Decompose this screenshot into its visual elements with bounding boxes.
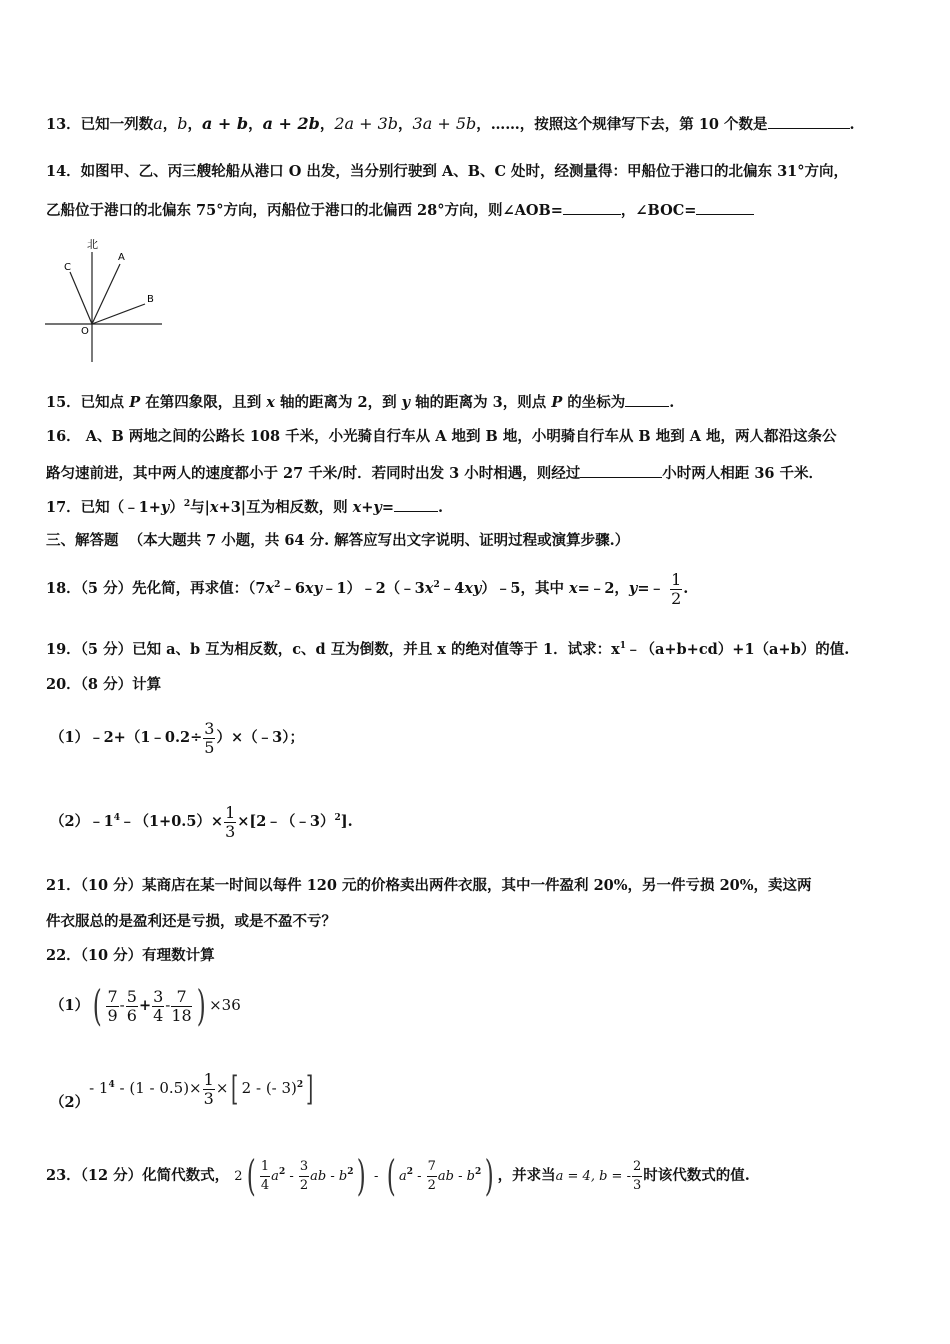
q17-text: = <box>381 499 395 516</box>
q13-prefix: 13．已知一列数 <box>46 116 154 133</box>
question-22-part1 <box>50 982 241 1029</box>
q20-text: （1）﹣2+（1﹣0.2÷ <box>50 729 203 746</box>
left-bracket: [ <box>231 1069 239 1109</box>
q15-end: . <box>669 394 675 411</box>
formula-text: - <box>412 1169 426 1184</box>
q15-text: 的坐标为 <box>562 394 626 411</box>
section-3-heading <box>46 531 629 551</box>
right-paren: ) <box>357 1151 367 1200</box>
formula-text: ab - b <box>310 1169 348 1184</box>
question-15 <box>46 392 674 413</box>
denominator: 3 <box>203 1088 214 1108</box>
formula-text: - 1 <box>89 1079 109 1097</box>
q13-term: 3a + 5b <box>412 114 477 133</box>
right-paren: ) <box>484 1151 494 1200</box>
denominator: 2 <box>671 588 682 608</box>
q20-text: ×[2﹣（﹣3） <box>237 813 335 830</box>
formula-text: ab - b <box>437 1169 475 1184</box>
q23-text: 时该代数式的值. <box>643 1167 750 1184</box>
right-paren: ) <box>196 981 206 1030</box>
formula-text: a <box>398 1169 407 1184</box>
ray-oc <box>70 272 92 324</box>
q20-text: ]. <box>340 813 353 830</box>
q15-text: 在第四象限，且到 <box>140 394 267 411</box>
q17-var: y <box>160 499 170 516</box>
q17-text: 与| <box>190 499 210 516</box>
q16-line2b: 小时两人相距 36 千米． <box>662 465 824 482</box>
formula-text: × <box>215 1079 229 1097</box>
q13-term: a + b <box>201 114 249 133</box>
numerator: 3 <box>204 718 215 738</box>
denominator: 3 <box>632 1177 642 1193</box>
formula-text: - (1 - 0.5)× <box>114 1079 202 1097</box>
operator: - <box>119 996 125 1014</box>
question-13 <box>46 114 855 135</box>
q17-sup: 2 <box>183 499 191 509</box>
q22-label: （2） <box>50 1094 90 1111</box>
denominator: 3 <box>225 821 236 841</box>
formula-text: - <box>285 1169 298 1184</box>
q18-text: =﹣2， <box>577 580 629 597</box>
q18-var: xy <box>464 580 482 597</box>
section-title: 三、解答题 <box>46 532 119 549</box>
denominator: 5 <box>204 737 215 757</box>
q18-sup: 2 <box>433 580 440 590</box>
q23-text: 23．（12 分）化简代数式， <box>46 1167 230 1184</box>
fraction <box>126 988 138 1025</box>
q15-var: P <box>551 394 563 411</box>
q17-end: . <box>438 499 444 516</box>
numerator: 3 <box>153 986 164 1006</box>
left-paren: ( <box>92 981 102 1030</box>
q13-sep: ， <box>187 116 202 133</box>
label-c: C <box>64 262 71 273</box>
q20-text: ）×（﹣3）； <box>216 729 304 746</box>
numerator: 2 <box>632 1158 642 1177</box>
q13-sep: ， <box>398 116 413 133</box>
q23-text: ，并求当 <box>497 1167 556 1184</box>
q18-text: =﹣ <box>637 580 665 597</box>
fraction <box>106 988 118 1025</box>
denominator: 9 <box>107 1005 118 1025</box>
formula-text: 2 - (- 3) <box>241 1079 297 1097</box>
q19-text: 19．（5 分）已知 a、b 互为相反数，c、d 互为倒数，并且 x 的绝对值等于 1．试求：x <box>46 641 620 658</box>
question-14-line1: 14．如图甲、乙、丙三艘轮船从港口 O 出发，当分别行驶到 A、B、C 处时，经测量得：甲船位于港口的北偏东 31°方向， <box>46 163 849 180</box>
answer-blank <box>394 497 438 512</box>
answer-blank <box>625 392 669 407</box>
formula-sup: 4 <box>108 1080 115 1090</box>
q18-end: . <box>683 580 689 597</box>
numerator: 1 <box>671 569 682 589</box>
left-paren: ( <box>246 1151 256 1200</box>
q15-text: 轴的距离为 2，到 <box>274 394 402 411</box>
denominator: 4 <box>260 1177 270 1193</box>
operator: + <box>138 997 152 1014</box>
q13-term: a + 2b <box>262 114 320 133</box>
numerator: 1 <box>203 1069 214 1089</box>
q14-line2a: 乙船位于港口的北偏东 75°方向，丙船位于港口的北偏西 28°方向，则∠AOB= <box>46 202 563 219</box>
question-23 <box>46 1150 750 1203</box>
fraction <box>670 571 682 608</box>
operator: - <box>165 996 171 1014</box>
question-20-part1 <box>50 716 304 760</box>
q18-var: x <box>569 580 578 597</box>
q18-text: ）﹣5，其中 <box>481 580 570 597</box>
q18-text: ﹣6 <box>280 580 305 597</box>
question-16-line2 <box>46 463 823 484</box>
label-o: O <box>81 326 89 337</box>
formula-sup: 2 <box>474 1167 482 1177</box>
answer-blank <box>768 114 850 129</box>
denominator: 2 <box>299 1177 309 1193</box>
q13-sep: ， <box>248 116 263 133</box>
q18-var: xy <box>304 580 322 597</box>
left-paren: ( <box>386 1151 396 1200</box>
q17-var: x+y <box>352 499 382 516</box>
q13-suffix: ，……，按照这个规律写下去，第 10 个数是 <box>476 116 768 133</box>
right-bracket: ] <box>306 1069 314 1109</box>
formula-sup: 2 <box>296 1080 304 1090</box>
q20-text: （2）﹣1 <box>50 813 114 830</box>
question-20-part2 <box>50 800 353 844</box>
formula-text: a <box>271 1169 279 1184</box>
question-21-line2: 件衣服总的是盈利还是亏损，或是不盈不亏？ <box>46 913 336 930</box>
q13-term: b <box>177 114 188 133</box>
numerator: 7 <box>107 986 118 1006</box>
q18-var: x <box>265 580 275 597</box>
q22-mult: ×36 <box>209 996 241 1014</box>
question-19 <box>46 640 849 660</box>
q14-line2b: ，∠BOC= <box>620 202 697 219</box>
numerator: 5 <box>126 986 137 1006</box>
q13-sep: ， <box>162 116 178 133</box>
q15-var: P <box>129 394 141 411</box>
q16-line2a: 路匀速前进，其中两人的速度都小于 27 千米/时．若同时出发 3 小时相遇，则经过 <box>46 465 581 482</box>
question-22-title: 22．（10 分）有理数计算 <box>46 947 215 964</box>
q18-var: x <box>424 580 434 597</box>
formula-text: - <box>369 1169 383 1184</box>
denominator: 18 <box>171 1005 192 1025</box>
fraction <box>260 1158 270 1195</box>
q18-text: ﹣4 <box>439 580 465 597</box>
q19-sup: 1 <box>619 641 626 651</box>
answer-blank <box>563 200 621 215</box>
q18-sup: 2 <box>274 580 281 590</box>
q22-label: （1） <box>50 997 90 1014</box>
fraction <box>203 1071 215 1108</box>
q13-term: 2a + 3b <box>334 114 399 133</box>
numerator: 7 <box>427 1158 437 1177</box>
fraction <box>224 804 236 841</box>
fraction <box>203 720 215 757</box>
question-22-part2 <box>50 1064 316 1127</box>
q18-text: 18．（5 分）先化简，再求值：（7 <box>46 580 266 597</box>
question-20-title: 20．（8 分）计算 <box>46 676 162 693</box>
q18-text: ﹣1）﹣2（﹣3 <box>322 580 425 597</box>
fraction <box>632 1158 642 1195</box>
formula-text: 2 <box>234 1169 243 1184</box>
q17-var: x <box>209 499 219 516</box>
answer-blank <box>580 463 662 478</box>
fraction <box>427 1158 437 1195</box>
numerator: 3 <box>299 1158 309 1177</box>
formula-sup: 2 <box>278 1167 286 1177</box>
denominator: 4 <box>153 1005 164 1025</box>
q17-text: 17．已知（﹣1+ <box>46 499 161 516</box>
q15-var: x <box>266 394 275 411</box>
q13-sep: ， <box>319 116 335 133</box>
q15-text: 轴的距离为 3，则点 <box>410 394 552 411</box>
label-b: B <box>147 294 154 305</box>
formula-sup: 2 <box>406 1167 413 1177</box>
fraction <box>152 988 164 1025</box>
answer-blank <box>696 200 754 215</box>
section-note: （本大题共 7 小题，共 64 分. 解答应写出文字说明、证明过程或演算步骤.） <box>128 532 630 549</box>
q17-text: ） <box>169 499 184 516</box>
q18-var-y: y <box>628 580 638 597</box>
numerator: 1 <box>225 802 236 822</box>
denominator: 2 <box>427 1177 436 1193</box>
direction-figure <box>40 234 170 364</box>
formula-text: a = 4, b = - <box>555 1169 631 1184</box>
question-18 <box>46 569 688 609</box>
question-16-line1: 16． A、B 两地之间的公路长 108 千米，小光骑自行车从 A 地到 B 地，小明骑自行车从 B 地到 A 地，两人都沿这条公 <box>46 428 837 445</box>
label-a: A <box>118 252 125 263</box>
fraction <box>299 1158 309 1195</box>
fraction <box>171 988 191 1025</box>
label-north: 北 <box>87 238 98 251</box>
numerator: 1 <box>260 1158 270 1177</box>
q20-sup: 4 <box>113 813 120 823</box>
q13-term: a <box>153 114 163 133</box>
q20-sup: 2 <box>334 813 341 823</box>
q15-var: y <box>401 394 411 411</box>
q13-end: . <box>849 116 855 133</box>
denominator: 6 <box>126 1005 137 1025</box>
question-14-line2 <box>46 200 754 221</box>
q19-text: ﹣（a+b+cd）+1（a+b）的值. <box>626 641 850 658</box>
q15-text: 15．已知点 <box>46 394 130 411</box>
q20-text: ﹣（1+0.5）× <box>119 813 224 830</box>
formula-sup: 2 <box>347 1167 354 1177</box>
question-21-line1: 21．（10 分）某商店在某一时间以每件 120 元的价格卖出两件衣服，其中一件盈利 20%，另一件亏损 20%，卖这两 <box>46 877 812 894</box>
numerator: 7 <box>171 988 191 1007</box>
q17-text: +3|互为相反数，则 <box>218 499 353 516</box>
question-17 <box>46 497 443 518</box>
